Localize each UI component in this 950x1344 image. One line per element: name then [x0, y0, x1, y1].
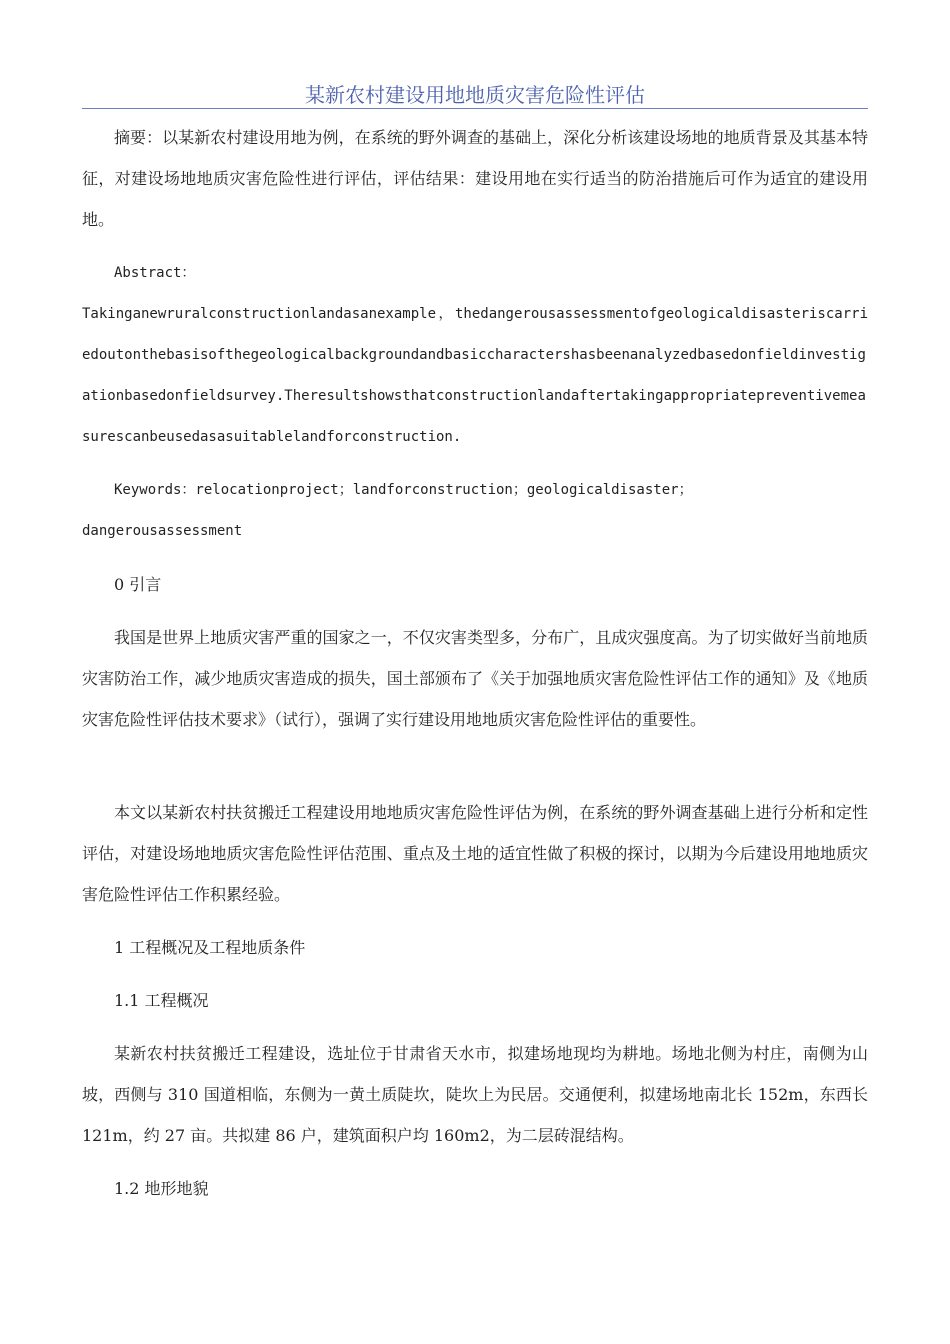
abstract-chinese: 摘要：以某新农村建设用地为例，在系统的野外调查的基础上，深化分析该建设场地的地质背景及其基本特征，对建设场地地质灾害危险性进行评估，评估结果：建设用地在实行适当的防治措施后可作为适宜的建设用地。	[82, 128, 868, 229]
title-underline	[82, 108, 868, 109]
keywords-line: Keywords：relocationproject；landforconstruction；geologicaldisaster；	[114, 482, 693, 498]
section-1-heading: 1 工程概况及工程地质条件	[114, 938, 306, 957]
section-1-1-heading: 1.1 工程概况	[114, 991, 209, 1010]
abstract-english-body: Takinganewruralconstructionlandasanexample，thedangerousassessmentofgeologicaldisasteriscarriedoutonthebasisofthegeologicalbackgroundandbasiccharactershasbeenanalyzedbasedonfieldinvestigationbasedonfieldsurvey.Theresultshowsthatconstructionlandaftertakingappropriatepreventivemeasurescanbeusedasasuitablelandforconstruction.	[82, 306, 868, 445]
section-1-2-heading: 1.2 地形地貌	[114, 1179, 209, 1198]
section-1-1-body: 某新农村扶贫搬迁工程建设，选址位于甘肃省天水市，拟建场地现均为耕地。场地北侧为村庄，南侧为山坡，西侧与 310 国道相临，东侧为一黄土质陡坎，陡坎上为民居。交通便利，拟建场地南北长 152m，东西长 121m，约 27 亩。共拟建 86 户，建筑面积户均 160m2，为二层砖混结构。	[82, 1044, 868, 1145]
intro-paragraph-2: 本文以某新农村扶贫搬迁工程建设用地地质灾害危险性评估为例，在系统的野外调查基础上进行分析和定性评估，对建设场地地质灾害危险性评估范围、重点及土地的适宜性做了积极的探讨，以期为今后建设用地地质灾害危险性评估工作积累经验。	[82, 803, 868, 904]
section-0-heading: 0 引言	[114, 575, 162, 594]
document-title: 某新农村建设用地地质灾害危险性评估	[305, 83, 645, 107]
keywords-line-continued: dangerousassessment	[82, 523, 243, 539]
abstract-english-label: Abstract：	[114, 265, 196, 281]
intro-paragraph-1: 我国是世界上地质灾害严重的国家之一，不仅灾害类型多，分布广，且成灾强度高。为了切实做好当前地质灾害防治工作，减少地质灾害造成的损失，国土部颁布了《关于加强地质灾害危险性评估工作的通知》及《地质灾害危险性评估技术要求》（试行），强调了实行建设用地地质灾害危险性评估的重要性。	[82, 628, 868, 729]
